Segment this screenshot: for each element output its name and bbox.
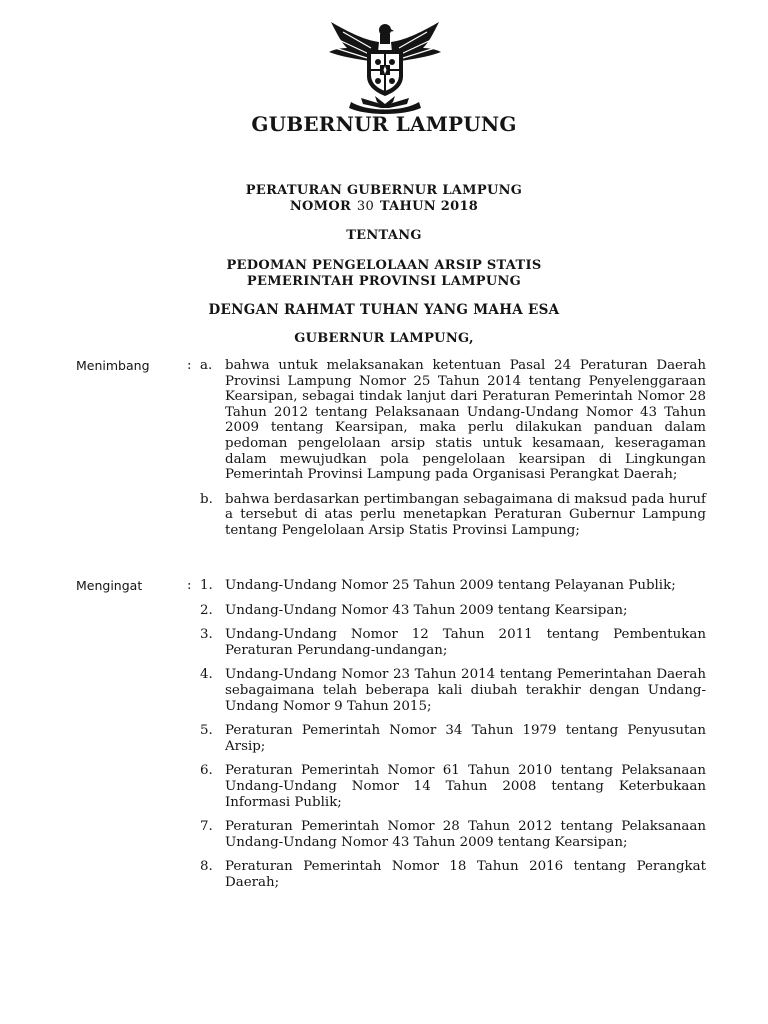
mengingat-label: Mengingat xyxy=(76,578,143,593)
regulation-title: PERATURAN GUBERNUR LAMPUNG xyxy=(245,183,523,198)
list-item-marker: a. xyxy=(200,358,213,373)
menimbang-label: Menimbang xyxy=(76,358,150,373)
list-item-text: bahwa untuk melaksanakan ketentuan Pasal 24 Peraturan Daerah Provinsi Lampung Nomor 25 Tahun 2014 tentang Penyelenggaraan Kearsipan, sebagai tindak lanjut dari Peraturan Pemerintah Nomor 28 Tahun 2012 tentang Pelaksanaan Undang-Undang Nomor 43 Tahun 2009 tentang Kearsipan, maka perlu dilakukan panduan dalam pedoman pengelolaan arsip statis untuk kesamaan, keseragaman dalam mewujudkan pola pengelolaan kearsipan di Lingkungan Pemerintah Provinsi Lampung pada Organisasi Perangkat Daerah; xyxy=(225,358,706,483)
tentang-label: TENTANG xyxy=(346,228,422,243)
list-item-marker: 6. xyxy=(200,763,213,779)
subject-line-1: PEDOMAN PENGELOLAAN ARSIP STATIS xyxy=(226,258,542,273)
regulation-number-line xyxy=(0,199,768,215)
tahun-label: TAHUN 2018 xyxy=(379,199,479,214)
list-item xyxy=(200,492,706,539)
list-item-marker: 4. xyxy=(200,667,213,683)
regulation-title-block xyxy=(0,183,768,215)
governor-line: GUBERNUR LAMPUNG, xyxy=(294,331,474,346)
blessing-line: DENGAN RAHMAT TUHAN YANG MAHA ESA xyxy=(208,302,560,318)
list-item-text: bahwa berdasarkan pertimbangan sebagaimana di maksud pada huruf a tersebut di atas perlu menetapkan Peraturan Gubernur Lampung tentang Pengelolaan Arsip Statis Provinsi Lampung; xyxy=(225,491,707,538)
list-item xyxy=(200,578,706,594)
list-item-text: Peraturan Pemerintah Nomor 34 Tahun 1979 tentang Penyusutan Arsip; xyxy=(225,723,706,754)
list-item-text: Undang-Undang Nomor 25 Tahun 2009 tentang Pelayanan Publik; xyxy=(225,578,676,593)
list-item xyxy=(200,819,706,850)
list-item-marker: 8. xyxy=(200,859,213,875)
mengingat-colon: : xyxy=(187,578,192,593)
list-item-text: Undang-Undang Nomor 23 Tahun 2014 tentang Pemerintahan Daerah sebagaimana telah beberapa kali diubah terakhir dengan Undang-Undang Nomor 9 Tahun 2015; xyxy=(225,667,706,714)
list-item-marker: 3. xyxy=(200,627,213,643)
garuda-emblem-icon xyxy=(323,20,447,116)
list-item-marker: 5. xyxy=(200,723,213,739)
list-item-text: Undang-Undang Nomor 12 Tahun 2011 tentang Pembentukan Peraturan Perundang-undangan; xyxy=(225,627,706,658)
nomor-value: 30 xyxy=(356,199,375,214)
list-item-marker: 1. xyxy=(200,578,213,593)
subject-line-2: PEMERINTAH PROVINSI LAMPUNG xyxy=(246,274,522,289)
menimbang-list xyxy=(200,358,706,548)
list-item-text: Peraturan Pemerintah Nomor 61 Tahun 2010 tentang Pelaksanaan Undang-Undang Nomor 14 Tahun 2008 tentang Keterbukaan Informasi Publik; xyxy=(225,763,706,810)
list-item xyxy=(200,723,706,754)
list-item-marker: 2. xyxy=(200,602,213,618)
list-item xyxy=(200,859,706,890)
list-item xyxy=(200,603,706,619)
mengingat-list xyxy=(200,578,706,900)
page-title: GUBERNUR LAMPUNG xyxy=(251,112,517,136)
list-item-marker: 7. xyxy=(200,819,213,835)
list-item-text: Peraturan Pemerintah Nomor 18 Tahun 2016 tentang Perangkat Daerah; xyxy=(225,859,706,890)
list-item-marker: b. xyxy=(200,491,213,507)
nomor-label: NOMOR xyxy=(289,199,352,214)
regulation-subject xyxy=(0,258,768,290)
list-item xyxy=(200,667,706,714)
list-item xyxy=(200,627,706,658)
menimbang-colon: : xyxy=(187,358,192,373)
list-item-text: Undang-Undang Nomor 43 Tahun 2009 tentang Kearsipan; xyxy=(225,602,628,618)
list-item xyxy=(200,763,706,810)
list-item xyxy=(200,358,706,483)
list-item-text: Peraturan Pemerintah Nomor 28 Tahun 2012 tentang Pelaksanaan Undang-Undang Nomor 43 Tahun 2009 tentang Kearsipan; xyxy=(225,819,706,850)
